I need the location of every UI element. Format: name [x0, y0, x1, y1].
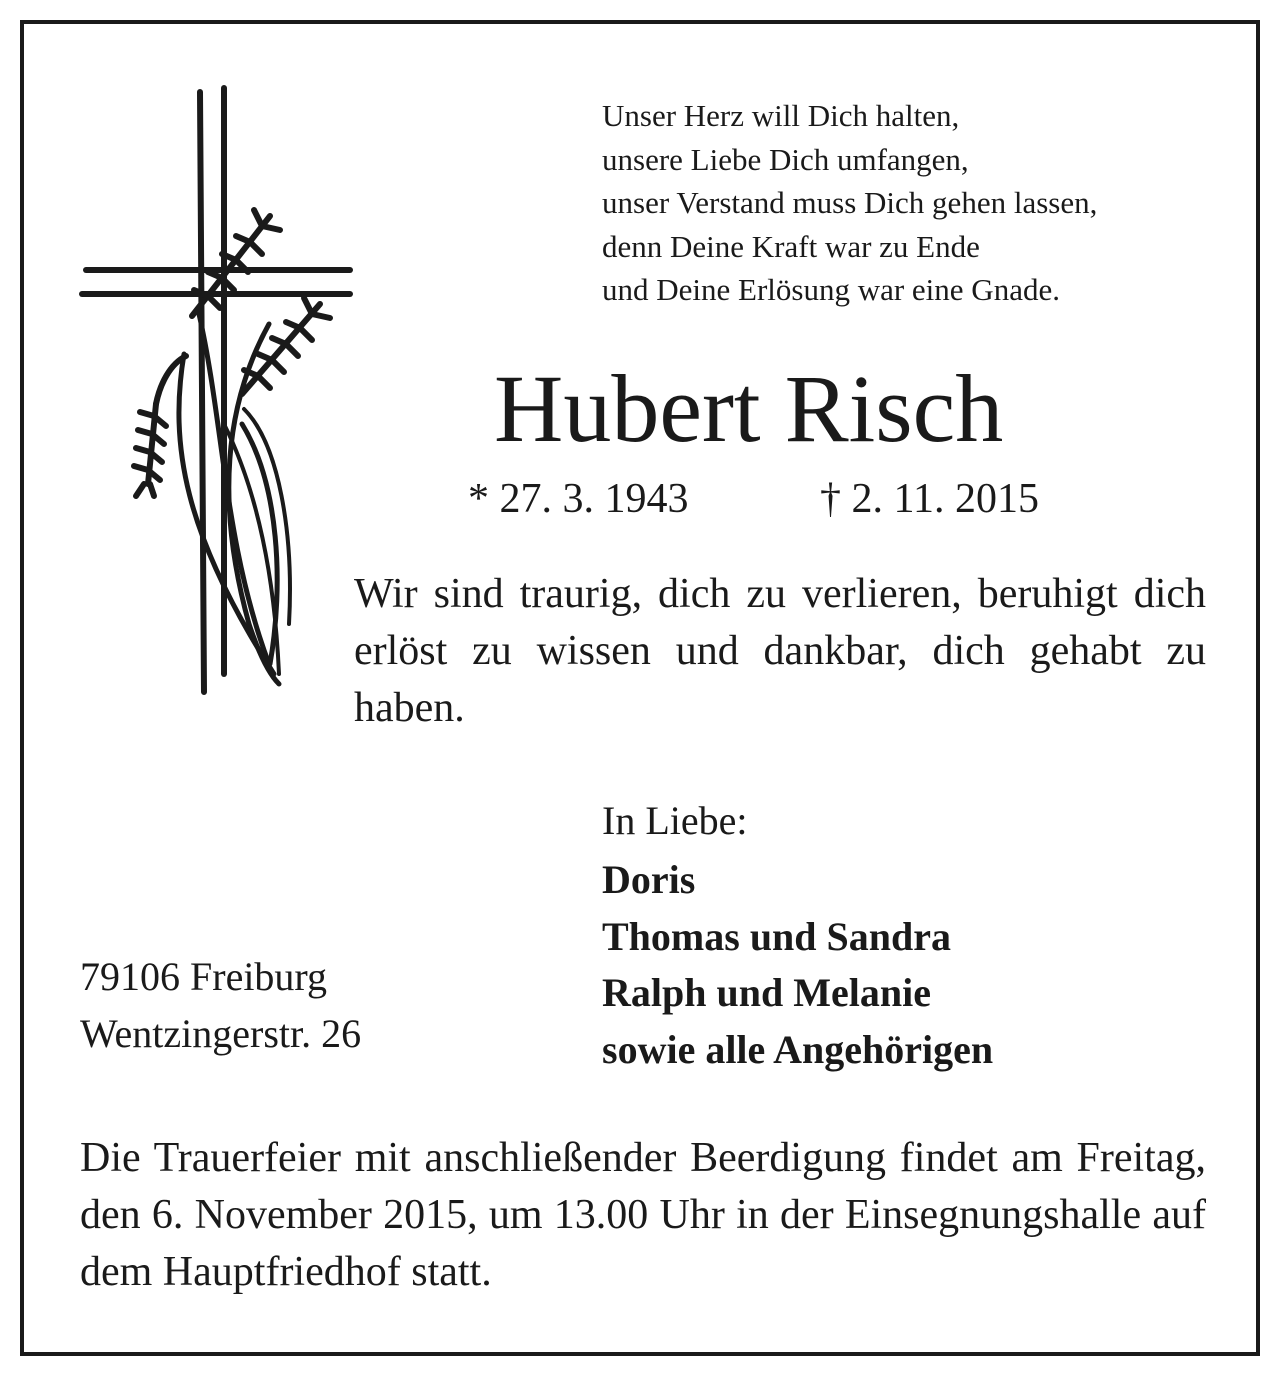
family-address — [80, 948, 361, 1062]
memorial-quote: Wir sind traurig, dich zu verlieren, beruhigt dich erlöst zu wissen und dankbar, dich gehabt zu haben. — [354, 571, 1206, 731]
poem-line: und Deine Erlösung war eine Gnade. — [602, 272, 1060, 307]
poem-line: denn Deine Kraft war zu Ende — [602, 228, 980, 264]
poem-line: Unser Herz will Dich halten, — [602, 98, 960, 133]
obituary-frame — [20, 20, 1260, 1356]
deceased-name: Hubert Risch — [494, 355, 1004, 462]
mourner-name: Ralph und Melanie — [602, 970, 931, 1015]
memorial-poem — [602, 94, 1242, 312]
poem-line: unsere Liebe Dich umfangen, — [602, 141, 969, 177]
birth-date: * 27. 3. 1943 — [468, 476, 689, 522]
mourner-name: sowie alle Angehörigen — [602, 1026, 994, 1072]
funeral-notice: Die Trauerfeier mit anschließender Beerdigung findet am Freitag, den 6. November 2015, um 13.00 Uhr in der Einsegnungshalle auf dem Hauptfriedhof statt. — [80, 1135, 1206, 1295]
mourners-label: In Liebe: — [602, 798, 748, 843]
mourner-name: Doris — [602, 857, 696, 902]
cross-with-wheat-icon — [74, 64, 364, 704]
mourner-name: Thomas und Sandra — [602, 913, 952, 959]
mourners-list — [602, 852, 993, 1078]
death-date: † 2. 11. 2015 — [820, 476, 1039, 522]
address-city: 79106 Freiburg — [80, 954, 328, 999]
poem-line: unser Verstand muss Dich gehen lassen, — [602, 185, 1098, 220]
address-street: Wentzingerstr. 26 — [80, 1011, 362, 1056]
